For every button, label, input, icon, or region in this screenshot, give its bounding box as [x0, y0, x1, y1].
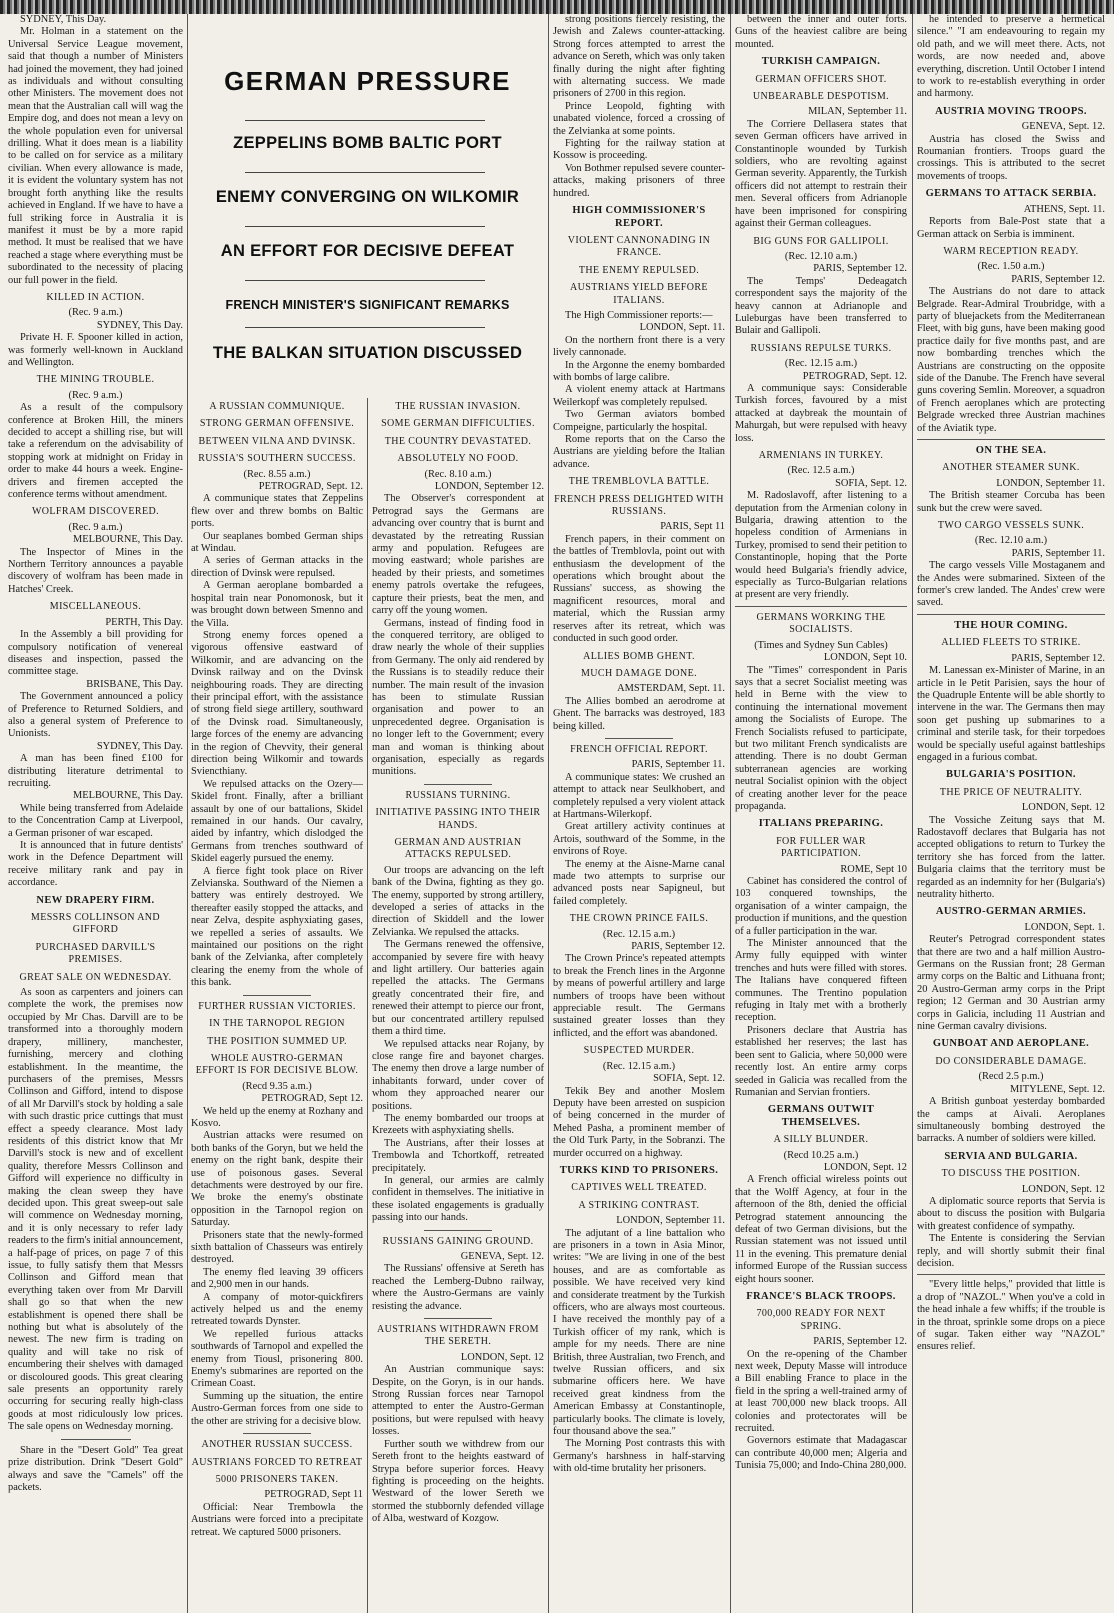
dateline: SOFIA, Sept. 12.: [653, 1073, 725, 1085]
receipt-time: (Rec. 12.5 a.m.): [787, 465, 855, 477]
section-heading: THE POSITION SUMMED UP.: [207, 1035, 347, 1047]
receipt-time: (Rec. 8.10 a.m.): [424, 468, 492, 480]
section-heading: ALLIES BOMB GHENT.: [583, 650, 695, 662]
section-heading: THE ENEMY REPULSED.: [578, 264, 700, 276]
dateline: LONDON, Sept. 1.: [1024, 921, 1105, 933]
section-heading: A RUSSIAN COMMUNIQUE.: [209, 401, 345, 412]
article-paragraph: Reuter's Petrograd correspondent states that there are two and a half million Austro-Germans on the Russian front; 28 German army corps on the Baltic and Lithuana front; 20 Austro-German army corps in the Pript region; 12 German and 30 Austrian army corps in Galicia, including 11 Austrian and nine German cavalry divisions.: [917, 934, 1105, 1033]
article-paragraph: Prisoners state that the newly-formed sixth battalion of Chasseurs was entirely destroyed.: [191, 1229, 363, 1266]
article-paragraph: A communique states: We crushed an attempt to attack near Seulkhobert, and completely repulsed a very violent attack at Hartmans-Wilerkopf.: [553, 771, 725, 820]
dateline: PARIS, September 12.: [631, 941, 725, 953]
section-heading: THE MINING TROUBLE.: [36, 374, 155, 386]
separator: [917, 1274, 1105, 1275]
section-heading: FOR FULLER WAR PARTICIPATION.: [776, 835, 866, 860]
article-paragraph: The Government announced a policy of Preference to Returned Soldiers, and also a general system of Preference to Unionists.: [8, 691, 183, 740]
headline-rule: [245, 226, 485, 227]
article-paragraph: In the Argonne the enemy bombarded with bombs of large calibre.: [553, 359, 725, 383]
receipt-time: (Rec. 9 a.m.): [68, 521, 123, 533]
section-heading: TURKS KIND TO PRISONERS.: [559, 1164, 719, 1176]
receipt-time: (Recd 10.25 a.m.): [783, 1149, 859, 1161]
article-paragraph: On the northern front there is a very lively cannonade.: [553, 334, 725, 359]
section-heading: TWO CARGO VESSELS SUNK.: [937, 520, 1085, 532]
section-heading: THE PRICE OF NEUTRALITY.: [939, 786, 1083, 798]
article-paragraph: An Austrian communique says: Despite, on the Goryn, is in our hands. Strong Russian forces near Tarnopol attempted to enter the Austro-German positions, but were repulsed with heavy losses.: [372, 1364, 544, 1438]
section-heading: ALLIED FLEETS TO STRIKE.: [941, 637, 1081, 649]
section-heading: RUSSIANS GAINING GROUND.: [382, 1235, 534, 1247]
section-heading: AUSTRIANS FORCED TO RETREAT: [191, 1456, 363, 1468]
receipt-time: (Rec. 9 a.m.): [68, 389, 123, 401]
separator: [243, 995, 312, 996]
article-paragraph: "Every little helps," provided that little is a drop of "NAZOL." When you've a cold in the head inhale a few whiffs; if the trouble is in the throat, sprinkle some drops on a piece of sugar. Taken either way "NAZOL" ensures relief.: [917, 1279, 1105, 1353]
article-paragraph: The Vossiche Zeitung says that M. Radostavoff declares that Bulgaria has not accepted obligations to return to Turkey the territory she has forced from the latter. Bulgaria claims that the territory must be regarded as an indemnity for her (Bulgaria's) neutrality hitherto.: [917, 814, 1105, 900]
article-paragraph: M. Lanessan ex-Minister of Marine, in an article in le Petit Parisien, says the hour of the Quadruple Entente will be able shortly to intervene in the war. The Germans then may soon get pushing up submarines to a criminal and sterile task, for their torpedoes would be specially useful against battleships engaged in a furious combat.: [917, 665, 1105, 763]
article-paragraph: A diplomatic source reports that Servia is about to discuss the position with Bulgaria with greatest confidence of sympathy.: [917, 1195, 1105, 1232]
separator: [424, 1318, 493, 1319]
receipt-time: (Rec. 8.55 a.m.): [243, 468, 311, 480]
article-paragraph: The Morning Post contrasts this with Germany's harshness in half-starving with old-time brutality her prisoners.: [553, 1438, 725, 1475]
dateline: PETROGRAD, Sept. 12.: [802, 370, 907, 382]
dateline: GENEVA, Sept. 12.: [460, 1251, 544, 1262]
section-heading: THE COUNTRY DEVASTATED.: [384, 435, 532, 447]
receipt-time: (Times and Sydney Sun Cables): [754, 639, 888, 651]
section-heading: RUSSIANS TURNING.: [405, 789, 511, 801]
article-paragraph: between the inner and outer forts. Guns of the heaviest calibre are being mounted.: [735, 14, 907, 50]
section-heading: ANOTHER RUSSIAN SUCCESS.: [201, 1439, 353, 1451]
column-rule-3: [730, 14, 731, 1613]
separator: [735, 606, 907, 607]
section-heading: AUSTRIANS WITHDRAWN FROM THE SERETH.: [377, 1324, 539, 1348]
article-paragraph: The Temps' Dedeagatch correspondent says the majority of the heavy cannon at Adrianople and Luleburgas have been transferred to Bulair and Gallipoli.: [735, 275, 907, 337]
section-heading: SOME GERMAN DIFFICULTIES.: [381, 418, 535, 430]
section-heading: RUSSIANS REPULSE TURKS.: [750, 342, 892, 354]
dateline: SYDNEY, This Day.: [96, 740, 183, 752]
headline-zeppelins: ZEPPELINS BOMB BALTIC PORT: [233, 134, 502, 152]
headline-balkan-situation: THE BALKAN SITUATION DISCUSSED: [212, 344, 523, 362]
headline-rule: [245, 120, 485, 121]
dateline: LONDON, September 11.: [996, 477, 1105, 489]
section-heading: TO DISCUSS THE POSITION.: [941, 1168, 1081, 1180]
article-paragraph: Share in the "Desert Gold" Tea great prize distribution. Drink "Desert Gold" always and save the "Camels" off the packets.: [8, 1444, 183, 1493]
headline-decisive-defeat: AN EFFORT FOR DECISIVE DEFEAT: [220, 242, 515, 260]
column-rule-2: [548, 14, 549, 1613]
section-heading: 5000 PRISONERS TAKEN.: [215, 1473, 339, 1485]
article-paragraph: Austrian attacks were resumed on both banks of the Goryn, but we held the enemy on the right bank, despite their use of poisonous gases. Several detachments were destroyed by our fire. We broke the enemy's obstinate opposition in the Tarnopol region on Saturday.: [191, 1130, 363, 1229]
dateline: PETROGRAD, Sept 11: [264, 1489, 363, 1501]
article-paragraph: Private H. F. Spooner killed in action, was formerly well-known in Auckland and Wellington.: [8, 332, 183, 368]
article-paragraph: The Corriere Dellasera states that seven German officers have arrived in Constantinople wounded by Turkish soldiers, who are revolting against German severity. Apparently, the Turkish officers did not attempt to restrain their men. Several officers from Adrianople have been imprisoned for conspiring against their German colleagues.: [735, 118, 907, 230]
column-1: [8, 14, 183, 1613]
article-paragraph: As soon as carpenters and joiners can complete the work, the premises now occupied by Mr Chas. Darvill are to be transformed into a thoroughly modern drapery, millinery, manchester, furnishing, mercery and clothing establishment. In the meantime, the purchasers of the premises, Messrs Collinson and Gifford, intend to dispose of all Mr Darvill's stock by holding a sale with such drastic price cuttings that must effect a speedy clearance. Most lady residents of this district know that Mr Darvill's stock is new and of excellent quality, therefore Messrs Collinson and Gifford will experience no difficulty in making the clean sweep they have decided upon. This great sweep-out sale will commence on Wednesday morning, and it is only necessary to refer lady readers to the firm's initial announcement, a half-page of prices, on page 7 of this issue, to fully satisfy them that Messrs Collinson and Gifford mean that everything taken over from Mr Darvill shall go so that when the new establishment is opened there shall be nothing but what is absolutely of the newest. The new firm is trading on quality and will take no risk of encumbering their shelves with damaged or discoloured goods. This great clearing sale presents an opportunity rarely occurring for securing really high-class goods at most ridiculously low prices. The sale opens on Wednesday morning.: [8, 987, 183, 1433]
article-paragraph: The Observer's correspondent at Petrograd says the Germans are advancing over country that is burnt and devastated by the retreating Russian army and population. Refugees are moving eastward; whole parishes are headed by their priests, and sometimes enemy patrols overtake the refugees, capture their priests, beat the men, and carry off the young women.: [372, 493, 544, 617]
dateline: PARIS, Sept 11: [660, 521, 725, 533]
section-heading: FURTHER RUSSIAN VICTORIES.: [198, 1000, 356, 1012]
section-heading: FRENCH OFFICIAL REPORT.: [570, 743, 708, 755]
article-paragraph: Fighting for the railway station at Kossow is proceeding.: [553, 138, 725, 162]
article-paragraph: Rome reports that on the Carso the Austrians are yielding before the Italian advance.: [553, 434, 725, 470]
dateline: ROME, Sept 10: [840, 863, 907, 875]
article-paragraph: The adjutant of a line battalion who are prisoners in a town in Asia Minor, writes: "We are living in one of the best houses, and are as comfortable as possible. We have received very kind and considerate treatment by the Turkish officers, who are always most courteous. I have received the monthly pay of a Turkish officer of my rank, which is ample for my needs. There are nine British, three Australian, two French, and twelve Russian officers, and six submarine officers here. We have received great kindness from the American Embassy at Constantinople, particularly books. The climate is lovely, four thousand above the sea.": [553, 1227, 725, 1438]
article-paragraph: A German aeroplane bombarded a hospital train near Ponomonosk, but it was brought down between Smenno and the Villa.: [191, 580, 363, 629]
dateline: AMSTERDAM, Sept. 11.: [617, 683, 725, 695]
section-heading: GERMANS TO ATTACK SERBIA.: [925, 188, 1097, 200]
section-heading: BULGARIA'S POSITION.: [946, 769, 1076, 781]
receipt-time: (Rec. 1.50 a.m.): [977, 261, 1045, 273]
headline-french-minister: FRENCH MINISTER'S SIGNIFICANT REMARKS: [225, 298, 510, 312]
section-heading: SUSPECTED MURDER.: [583, 1045, 695, 1057]
dateline: PARIS, September 12.: [1011, 273, 1105, 285]
section-heading: AUSTRIA MOVING TROOPS.: [935, 105, 1087, 117]
section-heading: THE RUSSIAN INVASION.: [395, 401, 521, 412]
article-paragraph: The cargo vessels Ville Mostaganem and the Andes were submarined. Sixteen of the former's crew landed. The Andes' crew were saved.: [917, 560, 1105, 609]
article-paragraph: A French official wireless points out that the Wolff Agency, at four in the afternoon of the 8th, denied the official Petrograd statement announcing the defeat of two German divisions, but the Russian statement was not issued until 11 in the evening. This premature denial informed Europe of the Russian success eight hours sooner.: [735, 1174, 907, 1285]
dateline: MITYLENE, Sept. 12.: [1010, 1083, 1105, 1095]
section-heading: ITALIANS PREPARING.: [758, 818, 884, 830]
article-paragraph: A man has been fined £100 for distributing literature detrimental to recruiting.: [8, 753, 183, 789]
section-heading: FRANCE'S BLACK TROOPS.: [746, 1291, 896, 1302]
article-paragraph: While being transferred from Adelaide to the Concentration Camp at Liverpool, a German prisoner of war escaped.: [8, 802, 183, 839]
section-heading: THE TREMBLOVLA BATTLE.: [568, 476, 710, 488]
separator: [424, 1230, 493, 1231]
article-paragraph: A series of German attacks in the direction of Dvinsk were repulsed.: [191, 555, 363, 579]
column-2b: [372, 396, 544, 1613]
headline-rule: [245, 327, 485, 328]
dateline: LONDON, Sept. 12: [460, 1351, 544, 1363]
section-heading: STRONG GERMAN OFFENSIVE.: [199, 418, 355, 430]
separator: [424, 784, 493, 785]
dateline: LONDON, Sept. 12: [1021, 1183, 1105, 1195]
receipt-time: (Rec. 12.10 a.m.): [974, 535, 1048, 547]
article-paragraph: Von Bothmer repulsed severe counter-attacks, making prisoners of three hundred.: [553, 162, 725, 199]
article-paragraph: We repelled furious attacks southwards of Tarnopol and expelled the enemy from Tiousl, prisonering 800. Enemy's submarines are reported on the Crimean Coast.: [191, 1328, 363, 1390]
article-paragraph: Germans, instead of finding food in the conquered territory, are obliged to draw nearly the whole of their supplies from Germany. The only aid rendered by the Russians is to steadily reduce their number. The main result of the invasion has been to stimulate Russian organisation and power to an unprecedented degree. Organisation is no longer left to the Government; every man and woman is thinking about organisation, especially as regards munitions.: [372, 617, 544, 778]
section-heading: MUCH DAMAGE DONE.: [581, 667, 697, 679]
article-paragraph: On the re-opening of the Chamber next week, Deputy Masse will introduce a Bill enabling France to place in the field in the spring a well-trained army of at least 700,000 new black troops. All colonies and protectorates will be recruited.: [735, 1348, 907, 1435]
dateline: PARIS, September 11.: [1011, 547, 1105, 559]
article-paragraph: Summing up the situation, the entire Austro-German forces from one side to the other are striving for a decisive blow.: [191, 1390, 363, 1427]
article-paragraph: The Entente is considering the Servian reply, and will shortly submit their final decision.: [917, 1233, 1105, 1269]
section-heading: WARM RECEPTION READY.: [943, 245, 1079, 257]
column-rule-1: [187, 14, 188, 1613]
article-paragraph: A violent enemy attack at Hartmans Weilerkopf was completely repulsed.: [553, 384, 725, 408]
article-paragraph: The Germans renewed the offensive, accompanied by severe fire with heavy and light artillery. Our batteries again repelled the attacks. The Germans greatly concentrated their fire, and renewed their attempt to pierce our front, but our concentrated artillery repulsed them a third time.: [372, 939, 544, 1038]
section-heading: RUSSIA'S SOUTHERN SUCCESS.: [198, 453, 356, 465]
article-paragraph: In the Assembly a bill providing for compulsory notification of venereal diseases and inspection, passed the committee stage.: [8, 629, 183, 678]
section-heading: AUSTRIANS YIELD BEFORE ITALIANS.: [570, 282, 708, 306]
dateline: MELBOURNE, This Day.: [73, 790, 183, 802]
article-paragraph: The Allies bombed an aerodrome at Ghent. The barracks was destroyed, 183 being killed.: [553, 695, 725, 732]
section-heading: GERMANS WORKING THE SOCIALISTS.: [756, 611, 886, 636]
article-paragraph: Strong enemy forces opened a vigorous offensive eastward of Wilkomir, and are advancing on the Dvinsk railway and on the Dvinsk neighbouring roads. They are directing their principal effort, with the assistance of strong field siege artillery, southward of the Dvinsk road. Simultaneously, large forces of the enemy are advancing in the region of Chevvity, their general direction being Wilkomir and towards Sviencthiany.: [191, 629, 363, 778]
article-paragraph: Mr. Holman in a statement on the Universal Service League movement, said that though a number of Ministers had joined the movement, they had joined as individuals and without consulting other Ministers. The movement does not mean that the Australian call will wag the Empire dog, and does not mean a levy on the whole population even for universal drilling. What it does mean is a liability to be called on for service as a military civilian. When every allowance is made, it is evident the voluntary system has not brought forth anything like the results achieved in England. If we have to have a full striking force in Australia it is manifest it must be by a more rapid method. It must be realised that we have reached a stage where everything must be subordinated to the necessity of placing our full power in the field.: [8, 26, 183, 286]
column-5: [917, 14, 1105, 1613]
article-paragraph: The Minister announced that the Army fully equipped with winter trenches and huts were filled with stores. The Italians have conquered fifteen communes. The Trentino population refuging in Italy met with a brotherly reception.: [735, 938, 907, 1024]
separator: [243, 1433, 312, 1434]
article-paragraph: Austria has closed the Swiss and Roumanian frontiers. Troops guard the crossings. This is attributed to the secret movements of troops.: [917, 133, 1105, 182]
separator: [917, 439, 1105, 440]
column-4: [735, 14, 907, 1613]
article-paragraph: Prisoners declare that Austria has established her reserves; the last has been sent to Galicia, where 50,000 were recently lost. An entire army corps seeded in Galicia was recalled from the Rumanian and Servian frontiers.: [735, 1024, 907, 1098]
section-heading: THE HOUR COMING.: [954, 619, 1068, 631]
dateline: PARIS, September 12.: [1011, 652, 1105, 664]
section-heading: UNBEARABLE DESPOTISM.: [752, 91, 890, 103]
section-heading: 700,000 READY FOR NEXT SPRING.: [756, 1308, 886, 1332]
section-heading: GERMANS OUTWIT THEMSELVES.: [767, 1104, 875, 1128]
section-heading: INITIATIVE PASSING INTO THEIR HANDS.: [375, 807, 541, 831]
receipt-time: (Rec. 12.15 a.m.): [784, 358, 858, 370]
section-heading: WOLFRAM DISCOVERED.: [31, 506, 160, 518]
section-heading: KILLED IN ACTION.: [46, 291, 145, 303]
section-heading: GUNBOAT AND AEROPLANE.: [932, 1038, 1090, 1050]
article-paragraph: We held up the enemy at Rozhany and Kosvo.: [191, 1105, 363, 1129]
article-paragraph: The Austrians, after their losses at Trembowla and Tchortkoff, retreated precipitately.: [372, 1137, 544, 1174]
article-paragraph: SYDNEY, This Day.: [20, 14, 107, 25]
dateline: PERTH, This Day.: [105, 616, 183, 628]
dateline: GENEVA, Sept. 12.: [1021, 121, 1105, 133]
section-heading: AUSTRO-GERMAN ARMIES.: [935, 906, 1087, 918]
article-paragraph: Two German aviators bombed Compeigne, particularly the hospital.: [553, 409, 725, 433]
dateline: SYDNEY, This Day.: [96, 319, 183, 331]
article-paragraph: Reports from Bale-Post state that a German attack on Serbia is imminent.: [917, 216, 1105, 240]
article-paragraph: Prince Leopold, fighting with unabated violence, forced a crossing of the Zelvianka at some points.: [553, 100, 725, 137]
article-paragraph: Our troops are advancing on the left bank of the Dwina, fighting as they go. The enemy, supported by strong artillery, developed a series of attacks in the direction of Skiddell and the lower Zelvianka. We repulsed the attacks.: [372, 864, 544, 938]
column-3: [553, 14, 725, 1613]
section-heading: IN THE TARNOPOL REGION: [209, 1018, 345, 1030]
receipt-time: (Rec. 12.15 a.m.): [602, 1060, 676, 1072]
article-paragraph: The Inspector of Mines in the Northern Territory announces a payable discovery of wolfram has been made in Hatches' Creek.: [8, 546, 183, 595]
headline-rule: [245, 172, 485, 173]
dateline: LONDON, Sept 10.: [823, 652, 907, 664]
dateline: SOFIA, Sept. 12.: [835, 477, 907, 489]
section-heading: HIGH COMMISSIONER'S REPORT.: [572, 205, 706, 229]
section-heading: FRENCH PRESS DELIGHTED WITH RUSSIANS.: [554, 493, 724, 518]
article-paragraph: We repulsed attacks near Rojany, by close range fire and bayonet charges. The enemy then drove a large number of inhabitants forward, under cover of whom they approached nearer our positions.: [372, 1038, 544, 1112]
article-paragraph: he intended to preserve a hermetical silence." "I am endeavouring to regain my old path, and we will meet there. Acts, not words, are now needed and, above everything, discretion. Until October I intend to work to re-establish everything in order and harmony.: [917, 14, 1105, 100]
section-heading: ON THE SEA.: [975, 445, 1047, 456]
article-paragraph: The Russians' offensive at Sereth has reached the Lemberg-Dubno railway, where the Austro-Germans are vainly resisting the advance.: [372, 1263, 544, 1312]
section-heading: THE CROWN PRINCE FAILS.: [569, 913, 709, 925]
section-heading: ARMENIANS IN TURKEY.: [758, 450, 884, 461]
article-paragraph: The High Commissioner reports:—: [565, 309, 713, 321]
article-paragraph: The Austrians do not dare to attack Belgrade. Rear-Admiral Troubridge, with a party of bluejackets from the Mediterranean Fleet, with big guns, have been making good practice daily for five months past, and are now bombarding trenches which the Austrians are constructing on the opposite side of the Danube. The French have several guns covering Semlin. Moreover, a squadron of French aeroplanes which are protecting Belgrade wrecked three Austrian machines of the Aviatik type.: [917, 286, 1105, 434]
headline-rule: [245, 280, 485, 281]
article-paragraph: Great artillery activity continues at Artois, southward of the Somme, in the environs of Roye.: [553, 821, 725, 858]
dateline: PARIS, September 11.: [631, 759, 725, 771]
article-paragraph: A communique says: Considerable Turkish forces, favoured by a mist attacked at daybreak the mountain of Mahurgah, but were repulsed with heavy loss.: [735, 382, 907, 444]
dateline: LONDON, September 11.: [616, 1215, 725, 1227]
separator: [61, 1439, 131, 1440]
section-heading: ABSOLUTELY NO FOOD.: [397, 453, 519, 465]
section-heading: A SILLY BLUNDER.: [773, 1134, 869, 1146]
article-paragraph: It is announced that in future dentists' work in the Defence Department will receive military rank and pay in accordance.: [8, 840, 183, 889]
section-heading: SERVIA AND BULGARIA.: [944, 1150, 1078, 1162]
dateline: PETROGRAD, Sept. 12.: [258, 481, 363, 493]
article-paragraph: The Crown Prince's repeated attempts to break the French lines in the Argonne by means of powerful artillery and large numbers of troops have been without appreciable result. The Germans sustained greater losses than they inflicted, and the effort was abandoned.: [553, 953, 725, 1039]
article-paragraph: As a result of the compulsory conference at Broken Hill, the miners decided to accept a shilling rise, but will take a referendum on the advisability of stopping work at midnight on Friday in order to make 44 hours a week. Engine-drivers and firemen accepted the conference terms without amendment.: [8, 402, 183, 501]
dateline: MILAN, September 11.: [808, 106, 907, 118]
banner-headline: GERMAN PRESSURE: [224, 66, 511, 96]
dateline: LONDON, Sept. 12: [823, 1161, 907, 1173]
article-paragraph: A British gunboat yesterday bombarded the camps at Aivali. Aeroplanes simultaneously bombing destroyed the barracks. A number of soldiers were killed.: [917, 1096, 1105, 1145]
article-paragraph: The enemy at the Aisne-Marne canal made two attempts to surprise our advanced posts near Sapigneul, but failed completely.: [553, 858, 725, 907]
section-heading: GERMAN AND AUSTRIAN ATTACKS REPULSED.: [394, 837, 522, 861]
dateline: BRISBANE, This Day.: [86, 678, 183, 690]
section-heading: DO CONSIDERABLE DAMAGE.: [935, 1055, 1087, 1067]
section-heading: BETWEEN VILNA AND DVINSK.: [198, 435, 356, 447]
dateline: MELBOURNE, This Day.: [73, 534, 183, 546]
section-heading: CAPTIVES WELL TREATED.: [571, 1182, 707, 1194]
dateline: PARIS, September 12.: [813, 263, 907, 275]
section-heading: TURKISH CAMPAIGN.: [761, 56, 881, 68]
section-heading: PURCHASED DARVILL'S PREMISES.: [35, 941, 156, 966]
article-paragraph: Governors estimate that Madagascar can contribute 40,000 men; Algeria and Tunisia 75,000; and Indo-China 280,000.: [735, 1435, 907, 1472]
dateline: PARIS, September 12.: [813, 1336, 907, 1348]
article-paragraph: We repulsed attacks on the Ozery—Skidel front. Finally, after a brilliant assault by one of our battalions, Skidel remained in our hands. Our cavalry, aided by infantry, which dislodged the Germans from trenches southward of Skidel eagerly pursued the enemy.: [191, 778, 363, 865]
article-paragraph: A company of motor-quickfirers actively helped us and the enemy retreated towards Dynster.: [191, 1291, 363, 1328]
section-heading: NEW DRAPERY FIRM.: [36, 894, 155, 906]
article-paragraph: Tekik Bey and another Moslem Deputy have been arrested on suspicion of being concerned in the murder of Mehed Pasha, a prominent member of the Old Turk Party, in the Sobranzi. The murder occurred on a highway.: [553, 1085, 725, 1159]
column-rule-4: [912, 14, 913, 1613]
article-paragraph: French papers, in their comment on the battles of Tremblovla, point out with enthusiasm the development of the operations which brought about the Russians' success, as showing the magnificent resources, moral and material, which the Russian army reserves after its retreat, which was conducted in such good order.: [553, 533, 725, 645]
section-heading: ANOTHER STEAMER SUNK.: [942, 462, 1080, 474]
article-paragraph: Cabinet has considered the control of 103 conquered townships, the organisation of a winter campaign, the production if munitions, and the question of a fuller participation in the war.: [735, 876, 907, 937]
article-paragraph: Further south we withdrew from our Sereth front to the heights eastward of Strypa before superior forces. Heavy fighting is proceeding on the heights. Westward of the lower Sereth we stormed the stubbornly defended village of Alba, westward of Kozgow.: [372, 1438, 544, 1525]
receipt-time: (Rec. 12.15 a.m.): [602, 928, 676, 940]
section-heading: MESSRS COLLINSON AND GIFFORD: [30, 912, 161, 936]
article-paragraph: Our seaplanes bombed German ships at Windau.: [191, 530, 363, 555]
section-heading: WHOLE AUSTRO-GERMAN EFFORT IS FOR DECISIVE BLOW.: [195, 1052, 359, 1077]
separator: [917, 614, 1105, 615]
article-paragraph: M. Radoslavoff, after listening to a deputation from the Armenian colony in Bulgaria, drawing attention to the hopeless condition of Armenians in Turkey, promised to send their petition to Constantinople, hoping that the Porte would heed Bulgaria's friendly advice, especially as Turco-Bulgarian relations at present are very friendly.: [735, 490, 907, 601]
article-paragraph: The enemy fled leaving 39 officers and 2,900 men in our hands.: [191, 1266, 363, 1291]
section-heading: GERMAN OFFICERS SHOT.: [755, 73, 887, 85]
section-heading: MISCELLANEOUS.: [49, 601, 142, 613]
section-heading: A STRIKING CONTRAST.: [578, 1199, 700, 1211]
separator: [605, 738, 674, 739]
receipt-time: (Rec. 12.10 a.m.): [784, 250, 858, 262]
article-paragraph: The enemy bombarded our troops at Krezeets with asphyxiating shells.: [372, 1112, 544, 1137]
article-paragraph: The "Times" correspondent in Paris says that a secret Socialist meeting was held in Berne with the view to continuing the international movement among the Socialists of Europe. The French Socialists refused to participate, but two militant French syndicalists are attending. There is no doubt German subterranean agencies are working neutral Socialist opinion with the object of creating another lever for the peace propaganda.: [735, 664, 907, 812]
dateline: LONDON, September 12.: [434, 481, 544, 493]
receipt-time: (Recd 2.5 p.m.): [978, 1071, 1044, 1083]
column-rule-sub: [367, 398, 368, 1613]
headline-wilkomir: ENEMY CONVERGING ON WILKOMIR: [215, 188, 520, 206]
article-paragraph: In general, our armies are calmly confident in themselves. The initiative in these isolated engagements is gradually passing into our hands.: [372, 1174, 544, 1224]
dateline: LONDON, Sept. 11.: [639, 322, 725, 334]
receipt-time: (Rec. 9 a.m.): [68, 307, 123, 319]
article-paragraph: A fierce fight took place on River Zelvianska. Southward of the Niemen a battery was entirely destroyed. We thereafter easily stopped the attacks, and near Zelva, despite asphyxiating gases, we repelled a series of assaults. We maintained our positions on the right bank of the Zelvianka, after completely clearing the enemy from the whole of this bank.: [191, 865, 363, 989]
article-paragraph: A communique states that Zeppelins flew over and threw bombs on Baltic ports.: [191, 493, 363, 530]
dateline: PETROGRAD, Sept 12.: [261, 1093, 363, 1105]
article-paragraph: strong positions fiercely resisting, the Jewish and Zalews counter-attacking. Strong forces attempted to arrest the advance on Sereth, which was only taken finally during the night after fighting with alternating success. We made prisoners of 2700 in this region.: [553, 14, 725, 100]
dateline: LONDON, Sept. 12: [1021, 802, 1105, 814]
receipt-time: (Recd 9.35 a.m.): [242, 1080, 312, 1092]
article-paragraph: The British steamer Corcuba has been sunk but the crew were saved.: [917, 490, 1105, 514]
section-heading: VIOLENT CANNONADING IN FRANCE.: [567, 234, 711, 259]
section-heading: GREAT SALE ON WEDNESDAY.: [19, 971, 172, 983]
page-top-band: [0, 0, 1114, 14]
article-paragraph: Official: Near Trembowla the Austrians were forced into a precipitate retreat. We captured 5000 prisoners.: [191, 1501, 363, 1538]
column-2a: [191, 396, 363, 1613]
dateline: ATHENS, Sept. 11.: [1023, 203, 1105, 215]
section-heading: BIG GUNS FOR GALLIPOLI.: [753, 235, 889, 247]
